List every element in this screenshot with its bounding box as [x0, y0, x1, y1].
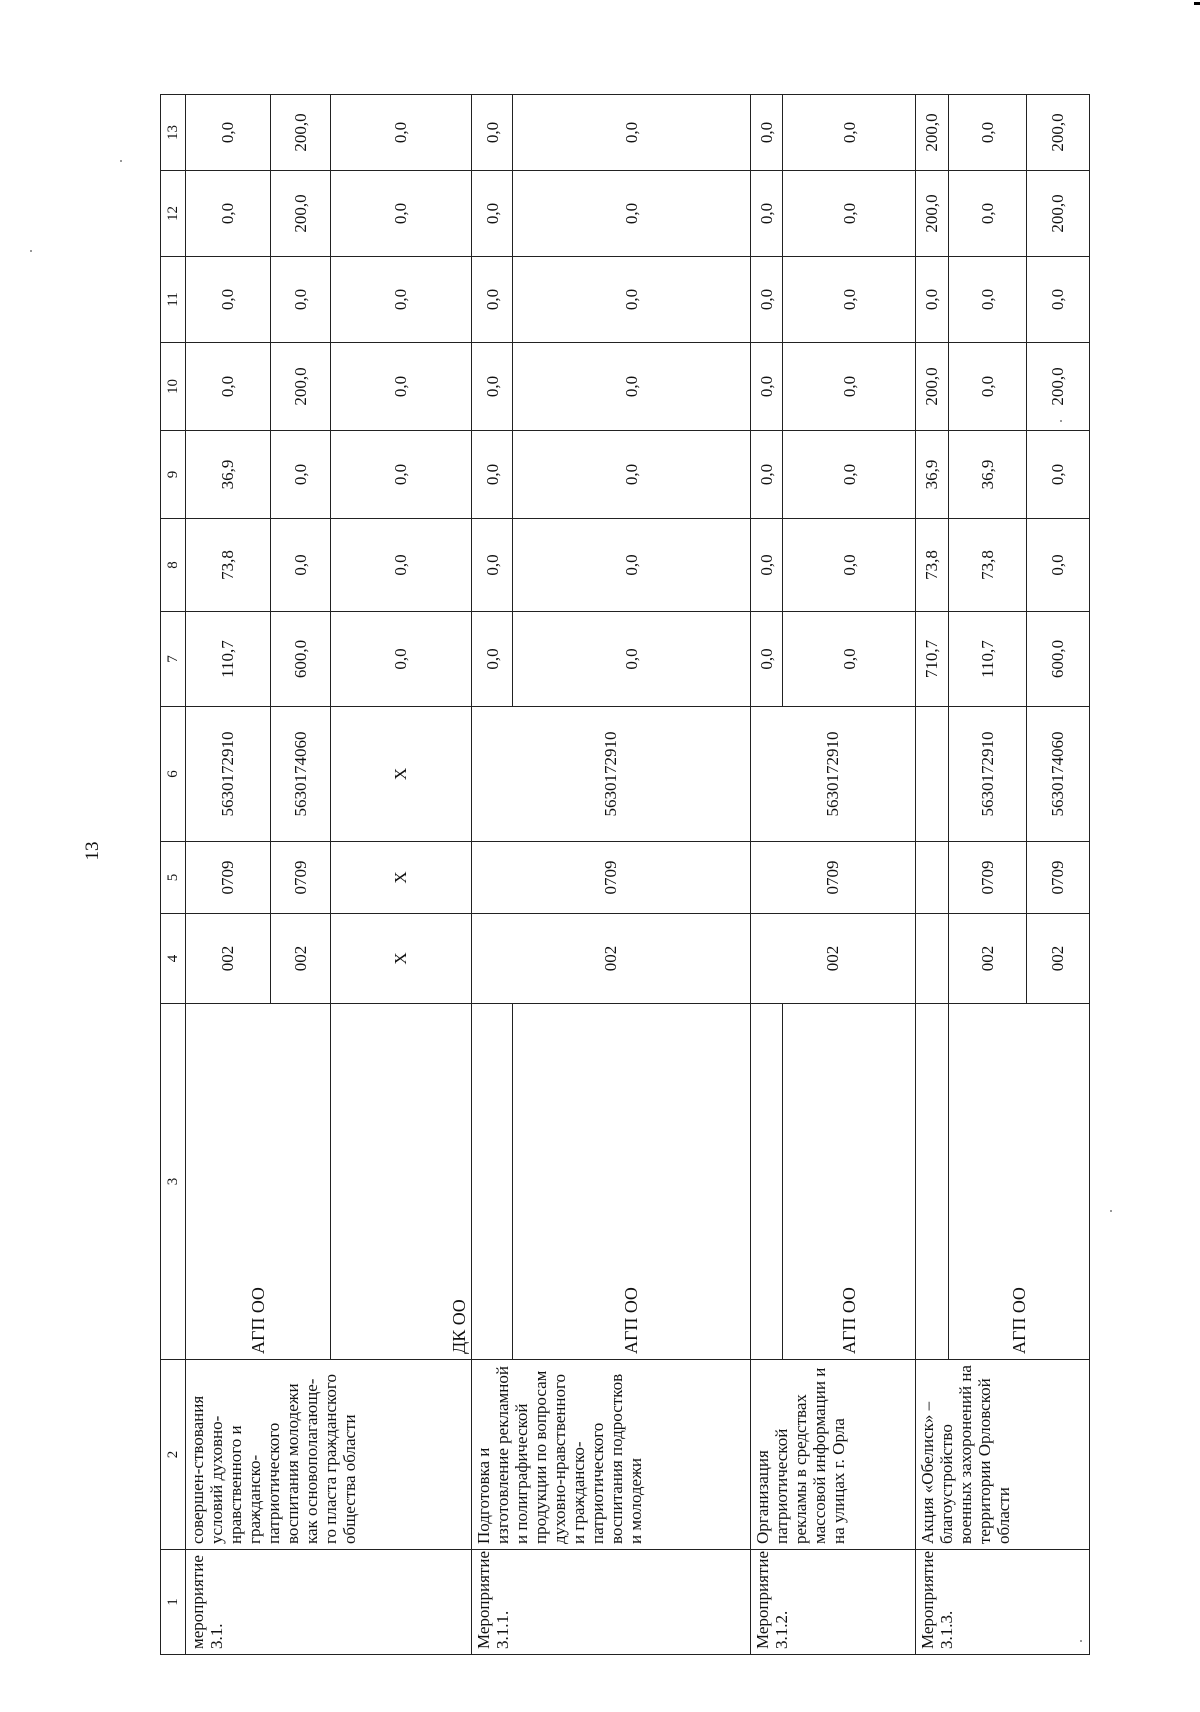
table-cell: 200,0: [915, 171, 948, 257]
table-cell: 0,0: [330, 95, 471, 171]
header-cell: 10: [161, 343, 186, 431]
executor-cell: [915, 1004, 948, 1360]
table-cell: 5630172910: [186, 707, 271, 842]
table-cell: 0,0: [330, 431, 471, 519]
table-cell: 36,9: [948, 431, 1026, 519]
table-cell: 0,0: [948, 171, 1026, 257]
table-cell: 0,0: [783, 95, 916, 171]
table-cell: 110,7: [948, 612, 1026, 707]
header-cell: 9: [161, 431, 186, 519]
table-cell: 0,0: [330, 343, 471, 431]
header-cell: 4: [161, 914, 186, 1004]
table-cell: 0,0: [948, 95, 1026, 171]
table-cell: 0,0: [472, 257, 513, 343]
table-cell: 0,0: [1026, 519, 1089, 612]
table-cell: 0,0: [783, 519, 916, 612]
table-cell: 0,0: [750, 431, 783, 519]
table-cell: 36,9: [186, 431, 271, 519]
table-cell: 200,0: [1026, 343, 1089, 431]
description-cell: Организация патриотической рекламы в средствах массовой информации и на улицах г. Орла: [750, 1360, 915, 1550]
table-cell: 0,0: [330, 171, 471, 257]
executor-cell: АГП ОО: [513, 1004, 750, 1360]
table-cell: 73,8: [948, 519, 1026, 612]
table-cell: 0,0: [472, 343, 513, 431]
table-cell: 0,0: [783, 171, 916, 257]
table-cell: 0709: [270, 842, 330, 914]
table-cell: 0709: [948, 842, 1026, 914]
table-cell: Х: [330, 707, 471, 842]
table-body: [161, 95, 1090, 1655]
scan-speck: [1080, 1640, 1082, 1642]
table-cell: 0,0: [270, 257, 330, 343]
table-cell: 0,0: [783, 612, 916, 707]
table-cell: 600,0: [270, 612, 330, 707]
table-cell: Х: [330, 914, 471, 1004]
event-cell: мероприятие 3.1.: [186, 1550, 472, 1655]
table-cell: [915, 842, 948, 914]
executor-cell: [472, 1004, 513, 1360]
header-cell: 3: [161, 1004, 186, 1360]
table-cell: 0,0: [1026, 431, 1089, 519]
header-cell: 2: [161, 1360, 186, 1550]
executor-cell: АГП ОО: [186, 1004, 331, 1360]
table-cell: 0,0: [948, 343, 1026, 431]
scan-speck: [120, 160, 122, 162]
description-cell: Подготовка и изготовление рекламной и полиграфической продукции по вопросам духовно-нравственного и гражданско-патриотического воспитания подростков и молодежи: [472, 1360, 750, 1550]
scan-speck: [1060, 420, 1062, 422]
event-cell: Мероприятие 3.1.3.: [915, 1550, 1089, 1655]
table-cell: 0,0: [750, 257, 783, 343]
budget-table-rotated: [160, 95, 1090, 1655]
table-cell: 0,0: [472, 431, 513, 519]
table-cell: 0,0: [750, 519, 783, 612]
table-cell: 0,0: [513, 612, 750, 707]
table-cell: 110,7: [186, 612, 271, 707]
table-cell: 5630174060: [270, 707, 330, 842]
table-cell: 0,0: [948, 257, 1026, 343]
table-cell: 200,0: [270, 343, 330, 431]
table-cell: 200,0: [1026, 171, 1089, 257]
budget-table: [160, 94, 1090, 1655]
header-cell: 13: [161, 95, 186, 171]
table-cell: 0709: [472, 842, 750, 914]
table-cell: 200,0: [1026, 95, 1089, 171]
table-cell: 0,0: [472, 612, 513, 707]
header-cell: 5: [161, 842, 186, 914]
table-cell: 002: [270, 914, 330, 1004]
executor-cell: ДК ОО: [330, 1004, 471, 1360]
table-cell: 0,0: [472, 171, 513, 257]
table-cell: 5630172910: [472, 707, 750, 842]
table-cell: 0,0: [783, 257, 916, 343]
table-cell: 0,0: [513, 431, 750, 519]
header-cell: 6: [161, 707, 186, 842]
table-cell: 0709: [1026, 842, 1089, 914]
scan-speck: [1110, 1210, 1112, 1212]
table-cell: 0,0: [330, 257, 471, 343]
table-cell: 0,0: [270, 431, 330, 519]
table-cell: 002: [1026, 914, 1089, 1004]
table-cell: 0,0: [750, 171, 783, 257]
table-row: [472, 95, 513, 1655]
page-number: 13: [82, 841, 103, 861]
table-row: [915, 95, 948, 1655]
table-cell: 0,0: [472, 519, 513, 612]
scan-mark: [1194, 2, 1200, 5]
table-cell: 73,8: [186, 519, 271, 612]
executor-cell: АГП ОО: [948, 1004, 1089, 1360]
table-cell: 0,0: [1026, 257, 1089, 343]
table-cell: 002: [750, 914, 915, 1004]
table-cell: 0,0: [472, 95, 513, 171]
event-cell: Мероприятие 3.1.2.: [750, 1550, 915, 1655]
table-cell: 0,0: [750, 343, 783, 431]
executor-cell: [750, 1004, 783, 1360]
table-cell: 200,0: [915, 95, 948, 171]
table-cell: 0,0: [330, 612, 471, 707]
table-cell: 5630174060: [1026, 707, 1089, 842]
table-cell: 002: [472, 914, 750, 1004]
table-cell: 0,0: [513, 171, 750, 257]
table-cell: 0,0: [513, 95, 750, 171]
table-cell: 0,0: [750, 95, 783, 171]
table-row: [750, 95, 783, 1655]
header-cell: 1: [161, 1550, 186, 1655]
table-cell: 600,0: [1026, 612, 1089, 707]
table-cell: 200,0: [915, 343, 948, 431]
table-cell: 002: [186, 914, 271, 1004]
table-cell: 0,0: [750, 612, 783, 707]
table-cell: 5630172910: [948, 707, 1026, 842]
table-cell: Х: [330, 842, 471, 914]
table-cell: 36,9: [915, 431, 948, 519]
executor-cell: АГП ОО: [783, 1004, 916, 1360]
table-cell: 0,0: [513, 519, 750, 612]
header-cell: 11: [161, 257, 186, 343]
table-cell: 0,0: [270, 519, 330, 612]
table-cell: 0,0: [915, 257, 948, 343]
table-cell: 710,7: [915, 612, 948, 707]
table-cell: [915, 914, 948, 1004]
table-cell: 200,0: [270, 95, 330, 171]
description-cell: Акция «Обелиск» – благоустройство военных захоронений на территории Орловской области: [915, 1360, 1089, 1550]
header-cell: 7: [161, 612, 186, 707]
header-cell: 12: [161, 171, 186, 257]
table-cell: 0,0: [783, 431, 916, 519]
table-cell: 0,0: [330, 519, 471, 612]
table-cell: 0,0: [186, 257, 271, 343]
table-row: [186, 95, 271, 1655]
table-cell: 002: [948, 914, 1026, 1004]
description-cell: совершен-ствования условий духовно-нравственного и гражданско-патриотического воспитания молодежи как основополагающе-го пласта гражданского общества области: [186, 1360, 472, 1550]
table-cell: 5630172910: [750, 707, 915, 842]
header-row: [161, 95, 186, 1655]
table-cell: 0,0: [186, 343, 271, 431]
table-cell: 0709: [186, 842, 271, 914]
table-cell: 0,0: [783, 343, 916, 431]
event-cell: Мероприятие 3.1.1.: [472, 1550, 750, 1655]
table-cell: 0,0: [186, 95, 271, 171]
table-cell: [915, 707, 948, 842]
scan-speck: [30, 250, 32, 252]
header-cell: 8: [161, 519, 186, 612]
table-cell: 0,0: [513, 257, 750, 343]
table-cell: 0,0: [513, 343, 750, 431]
table-cell: 200,0: [270, 171, 330, 257]
table-cell: 73,8: [915, 519, 948, 612]
table-cell: 0709: [750, 842, 915, 914]
table-cell: 0,0: [186, 171, 271, 257]
